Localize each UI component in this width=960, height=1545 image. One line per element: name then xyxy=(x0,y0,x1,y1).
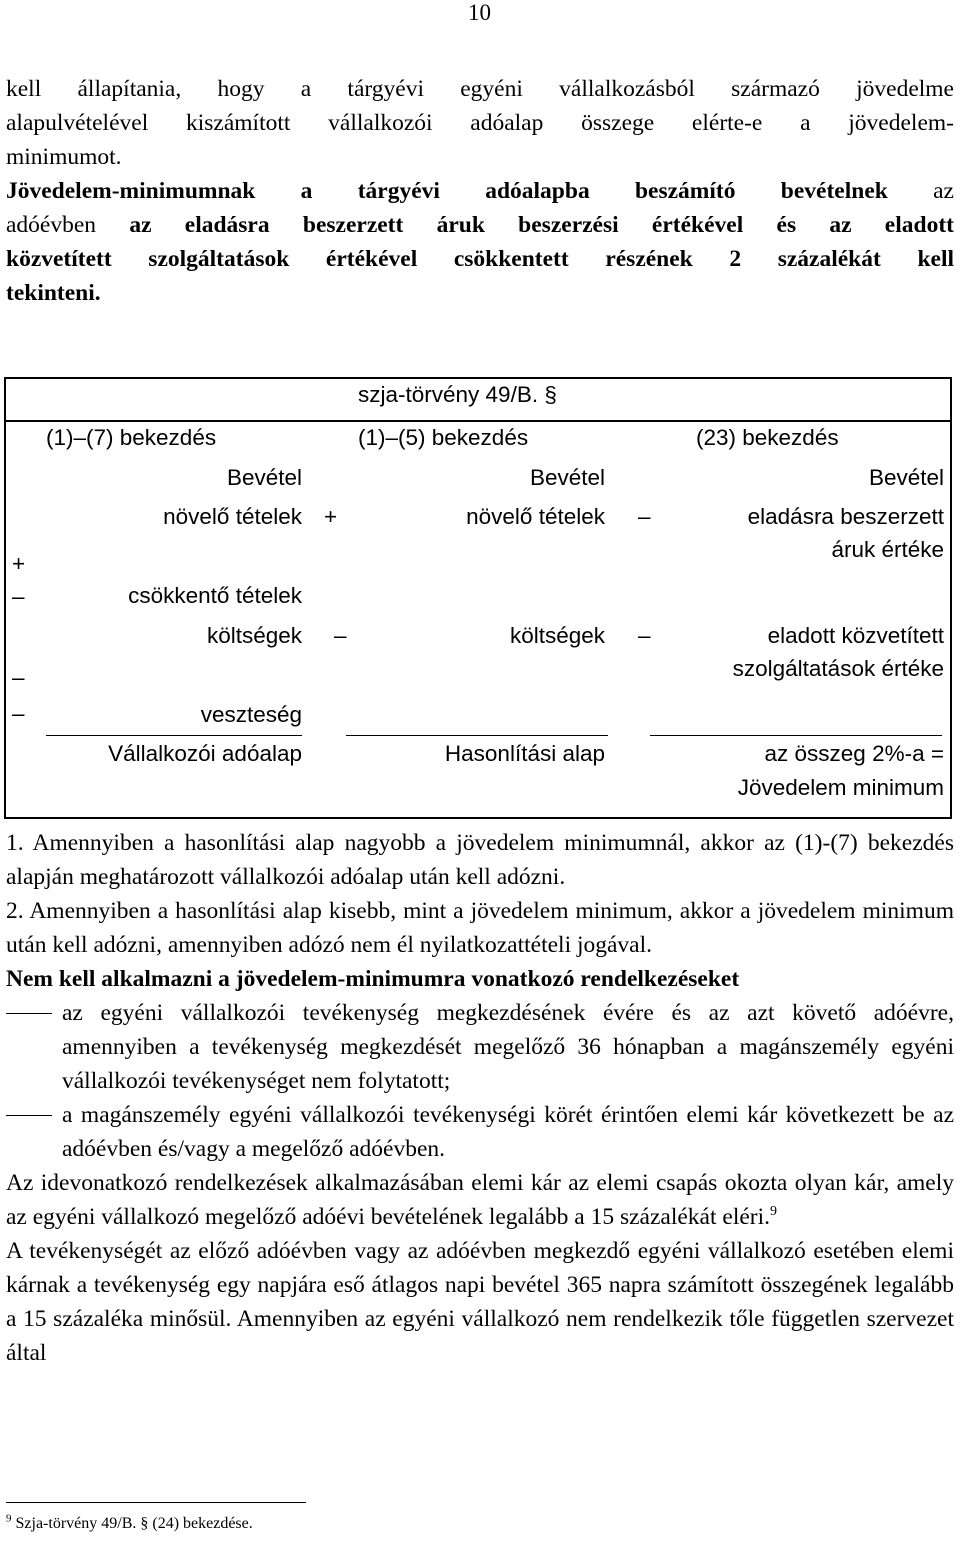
diagram-title: szja-törvény 49/B. § xyxy=(358,382,557,407)
list-item xyxy=(6,1098,954,1166)
diagram-divider xyxy=(6,420,950,422)
col1-minus: – xyxy=(12,584,25,609)
intro-line: kell állapítania, hogy a tárgyévi egyéni vállalkozásból származó jövedelme xyxy=(6,76,954,102)
col2-novelo: növelő tételek xyxy=(466,504,605,529)
rules-heading xyxy=(6,962,954,996)
col3-eladasra: eladásra beszerzett xyxy=(747,504,944,529)
bold-text: Nem kell alkalmazni a jövedelem-minimumra vonatkozó rendelkezéseket xyxy=(6,966,740,992)
intro-text: adóévben xyxy=(6,212,130,238)
col3-sum-line xyxy=(650,735,942,736)
col1-minus: – xyxy=(12,701,25,726)
col1-veszteseg: veszteség xyxy=(200,702,302,727)
rule-2: 2. Amennyiben a hasonlítási alap kisebb, mint a jövedelem minimum, akkor a jövedelem minimum után kell adózni, amennyiben adózó nem él nyilatkozattételi jogával. xyxy=(6,898,954,958)
rules-section xyxy=(6,826,954,1370)
col1-novelo: növelő tételek xyxy=(163,504,302,529)
col1-header: (1)–(7) bekezdés xyxy=(46,425,217,450)
col1-bevetel: Bevétel xyxy=(226,465,302,490)
footnote-number: 9 xyxy=(6,1512,12,1525)
paragraph-elemi-kar xyxy=(6,1166,954,1234)
col2-plus: + xyxy=(324,504,338,529)
footnote xyxy=(6,1512,253,1533)
col3-eladott: eladott közvetített xyxy=(767,623,944,648)
footnote-divider xyxy=(6,1502,306,1503)
tax-base-diagram xyxy=(4,377,952,819)
bold-text: közvetített szolgáltatások értékével csökkentett részének 2 százalékát kell xyxy=(6,246,954,272)
list-item-text: a magánszemély egyéni vállalkozói tevékenységi körét érintően elemi kár következett be az adóévben és/vagy a megelőző adóévben. xyxy=(62,1102,954,1162)
dash-bullet xyxy=(6,1098,62,1166)
col3-minus: – xyxy=(638,504,651,529)
page-number: 10 xyxy=(468,0,491,25)
footnote-ref[interactable]: 9 xyxy=(770,1204,778,1220)
col2-result: Hasonlítási alap xyxy=(444,741,605,766)
col3-minus: – xyxy=(638,623,651,648)
col3-eladott: szolgáltatások értéke xyxy=(732,656,944,681)
list-item-text: az egyéni vállalkozói tevékenység megkezdésének évére és az azt követő adóévre, amennyiben a tevékenység megkezdését megelőző 36 hónapban a magánszemély egyéni vállalkozói tevékenységet nem folytatott; xyxy=(62,1000,954,1094)
bold-text: Jövedelem-minimumnak a tárgyévi adóalapba beszámító bevételnek xyxy=(6,178,888,204)
footnote-text: Szja-törvény 49/B. § (24) bekezdése. xyxy=(11,1515,253,1532)
col1-koltsegek: költségek xyxy=(206,623,302,648)
bold-text: tekinteni. xyxy=(6,280,101,306)
col2-bevetel: Bevétel xyxy=(529,465,605,490)
col2-header: (1)–(5) bekezdés xyxy=(358,425,529,450)
intro-text: az xyxy=(887,178,954,204)
bold-text: az eladásra beszerzett áruk beszerzési értékével és az eladott xyxy=(129,212,954,238)
col3-header: (23) bekezdés xyxy=(696,425,839,450)
col1-csokkento: csökkentő tételek xyxy=(128,583,302,608)
col2-sum-line xyxy=(346,735,608,736)
intro-line xyxy=(6,242,954,276)
col3-result: az összeg 2%-a = xyxy=(764,741,944,766)
col3-result: Jövedelem minimum xyxy=(737,775,944,800)
col3-eladasra: áruk értéke xyxy=(831,537,944,562)
intro-paragraphs xyxy=(6,72,954,310)
col1-result: Vállalkozói adóalap xyxy=(108,741,302,766)
rule-1: 1. Amennyiben a hasonlítási alap nagyobb a jövedelem minimumnál, akkor az (1)-(7) bekezdés alapján meghatározott vállalkozói adóalap után kell adózni. xyxy=(6,830,954,890)
intro-line: minimumot. xyxy=(6,144,122,170)
intro-line: alapulvételével kiszámított vállalkozói adóalap összege elérte-e a jövedelem- xyxy=(6,110,954,136)
col1-minus: – xyxy=(12,665,25,690)
col2-koltsegek: költségek xyxy=(509,623,605,648)
intro-line xyxy=(6,174,954,208)
col1-plus: + xyxy=(12,551,26,576)
col1-sum-line xyxy=(46,735,302,736)
intro-line xyxy=(6,276,954,310)
paragraph-text: Az idevonatkozó rendelkezések alkalmazásában elemi kár az elemi csapás okozta olyan kár, amely az egyéni vállalkozó megelőző adóévi bevételének legalább a 15 százalékát eléri. xyxy=(6,1170,954,1230)
col2-minus: – xyxy=(334,623,347,648)
list-item xyxy=(6,996,954,1098)
col3-bevetel: Bevétel xyxy=(868,465,944,490)
paragraph-tevekenyseg: A tevékenységét az előző adóévben vagy az adóévben megkezdő egyéni vállalkozó esetében elemi kárnak a tevékenység egy napjára eső átlagos napi bevétel 365 napra számított összegének legalább a 15 százaléka minősül. Amennyiben az egyéni vállalkozó nem rendelkezik tőle független szervezet által xyxy=(6,1238,954,1366)
intro-line xyxy=(6,208,954,242)
dash-bullet xyxy=(6,996,62,1098)
